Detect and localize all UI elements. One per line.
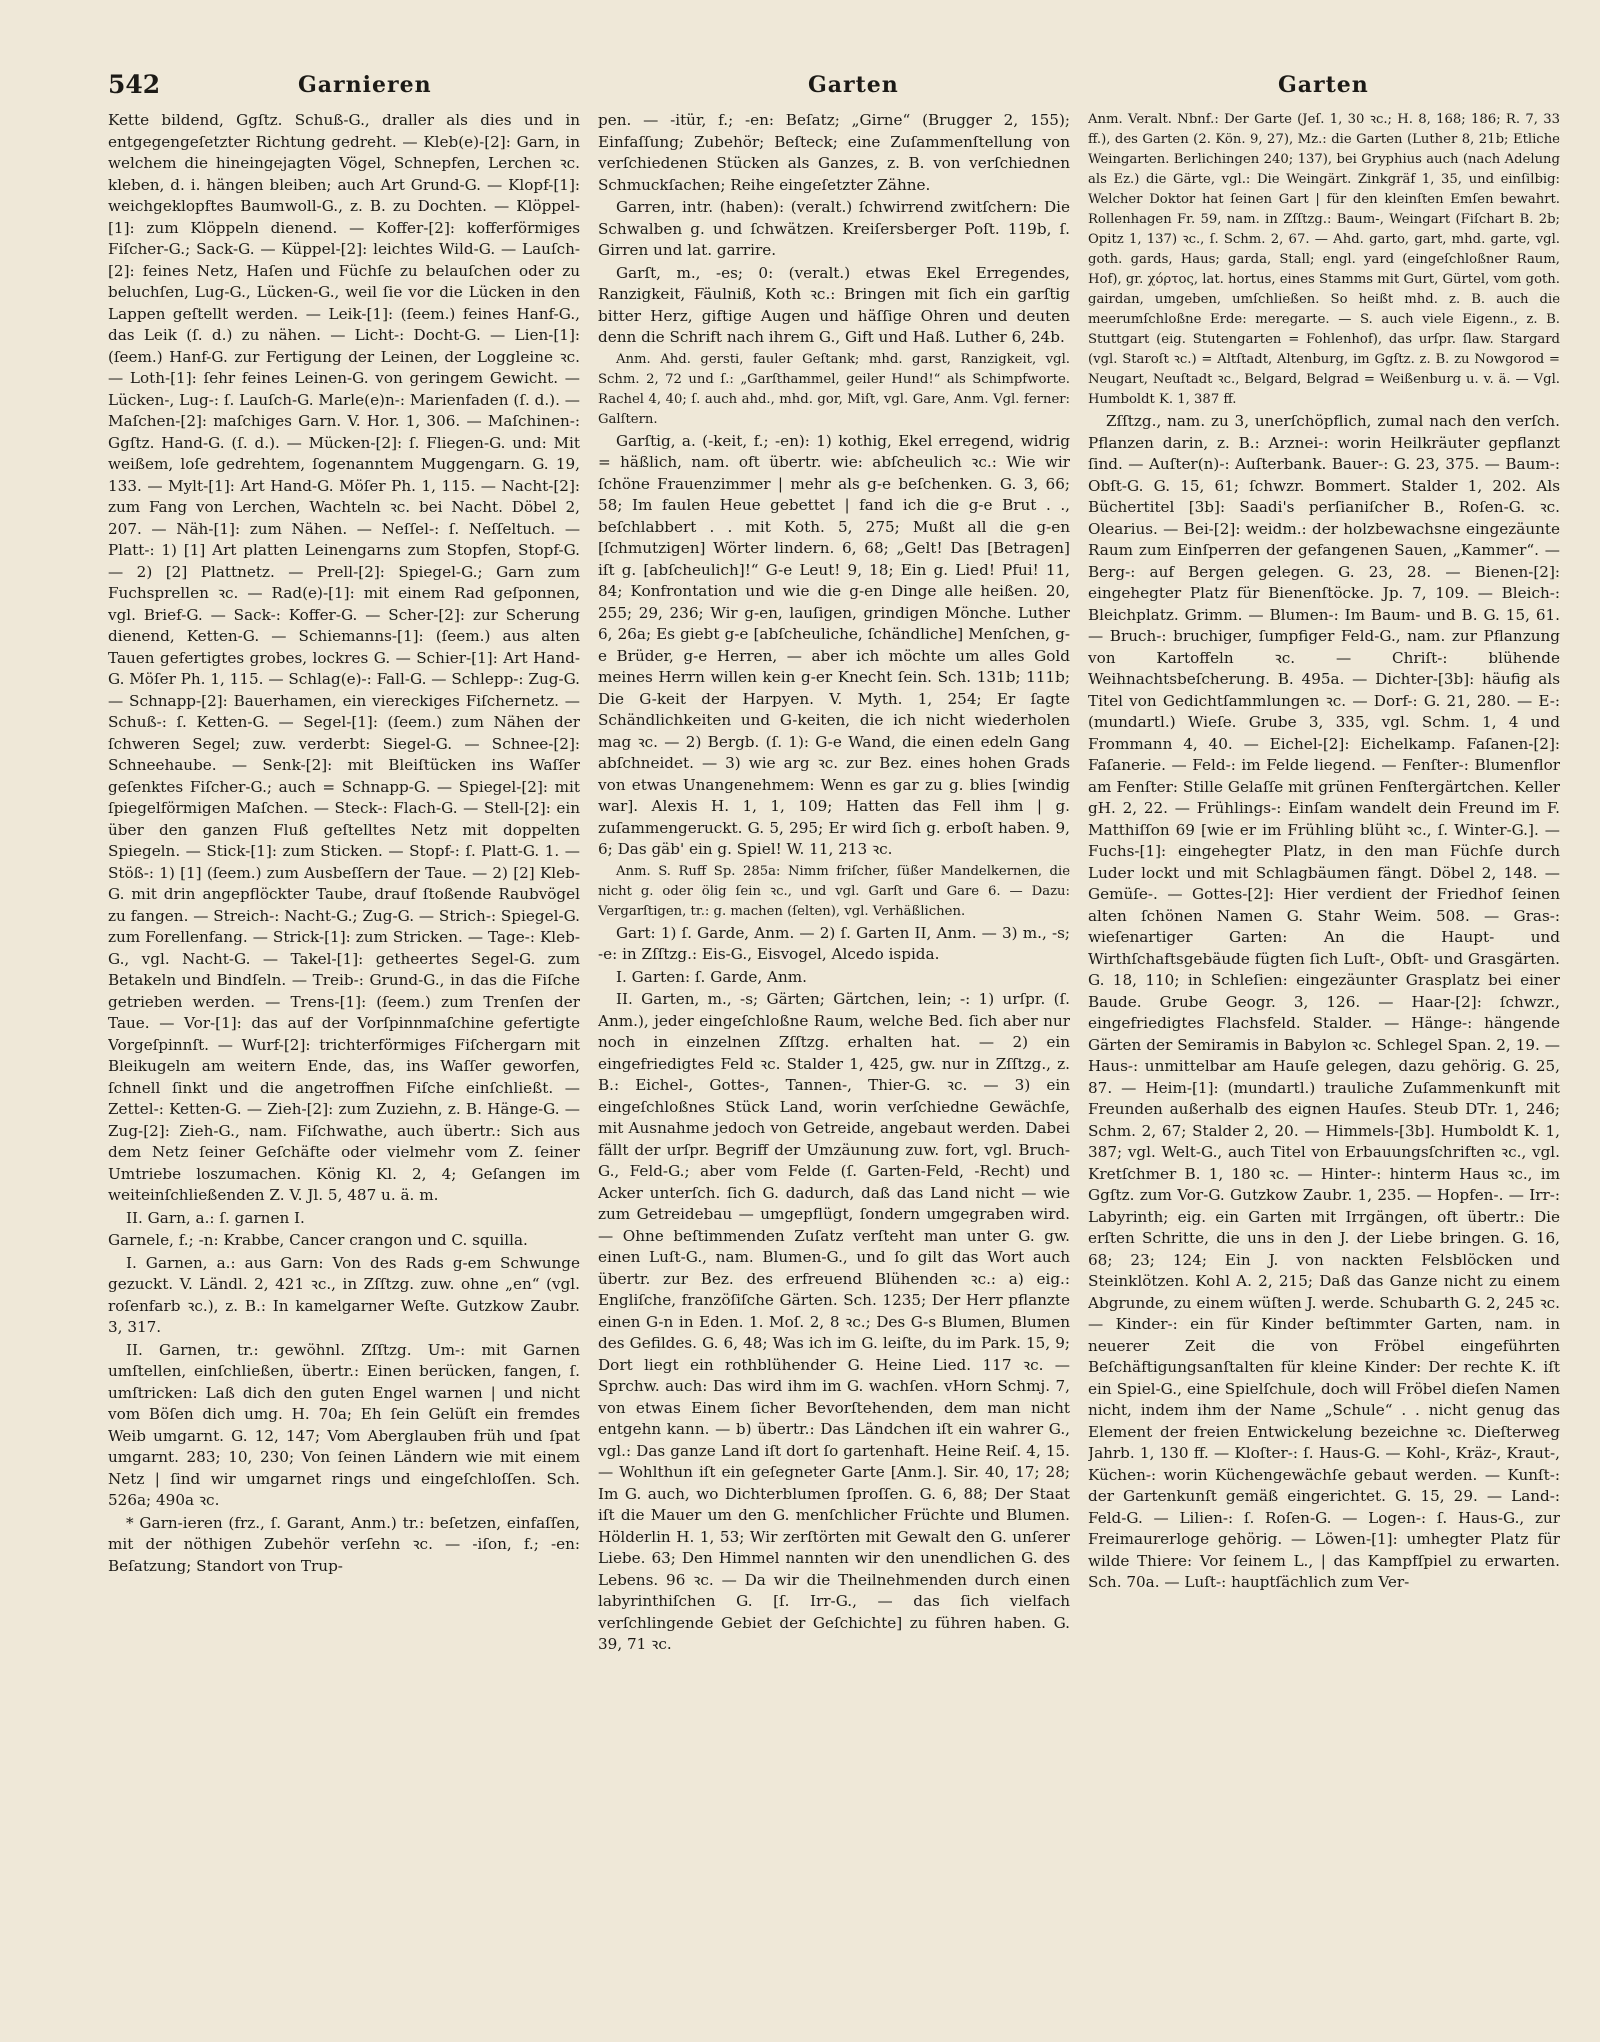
entry-paragraph: I. Garten: ſ. Garde, Anm. bbox=[616, 967, 807, 986]
text-columns bbox=[108, 110, 1560, 2022]
annotation-paragraph: Anm. Ahd. gersti, fauler Geſtank; mhd. garst, Ranzigkeit, vgl. Schm. 2, 72 und ſ.: „Garſthammel, geiler Hund!“ als Schimpfworte. Rachel 4, 40; ſ. auch ahd., mhd. gor, Miſt, vgl. Gare, Anm. Vgl. ferner: Galſtern. bbox=[598, 351, 1070, 427]
column-right bbox=[1088, 110, 1560, 2022]
entry-paragraph: Garſt, m., -es; 0: (veralt.) etwas Ekel Erregendes, Ranzigkeit, Fäulniß, Koth ꝛc.: Bringen mit ſich ein garſtig bitter Herz, giftige Augen und häſſige Ohren und deuten denn die Schrift nach ihrem G., Gift und Haß. Luther 6, 24b. bbox=[598, 263, 1070, 346]
running-head-left: Garnieren bbox=[298, 72, 432, 98]
entry-paragraph: II. Garten, m., -s; Gärten; Gärtchen, lein; -: 1) urſpr. (ſ. Anm.), jeder eingeſchloßne Raum, welche Bed. ſich aber nur noch in einzelnen Zſſtzg. erhalten hat. — 2) ein eingefriedigtes Feld ꝛc. Stalder 1, 425, gw. nur in Zſſtzg., z. B.: Eichel-, Gottes-, Tannen-, Thier-G. ꝛc. — 3) ein eingeſchloßnes Stück Land, worin verſchiedne Gewächſe, mit Ausnahme jedoch von Getreide, angebaut werden. Dabei fällt der urſpr. Begriff der Umzäunung zuw. fort, vgl. Bruch-G., Feld-G.; aber vom Felde (ſ. Garten-Feld, -Recht) und Acker unterſch. ſich G. dadurch, daß das Land nicht — wie zum Getreidebau — umgepflügt, ſondern umgegraben wird. — Ohne beſtimmenden Zuſatz verſteht man unter G. gw. einen Luſt-G., nam. Blumen-G., und ſo gilt das Wort auch übertr. zur Bez. des erfreuend Blühenden ꝛc.: a) eig.: Engliſche, franzöſiſche Gärten. Sch. 1235; Der Herr pflanzte einen G-n in Eden. 1. Moſ. 2, 8 ꝛc.; Des G-s Blumen, Blumen des Gefildes. G. 6, 48; Was ich im G. leiſte, du im Park. 15, 9; Dort liegt ein rothblühender G. Heine Lied. 117 ꝛc. — Sprchw. auch: Das wird ihm im G. wachſen. vHorn Schmj. 7, von etwas Einem ſicher Bevorſtehenden, dem man nicht entgehn kann. — b) übertr.: Das Ländchen iſt ein wahrer G., vgl.: Das ganze Land iſt dort ſo gartenhaft. Heine Reiſ. 4, 15. — Wohlthun iſt ein geſegneter Garte [Anm.]. Sir. 40, 17; 28; Im G. auch, wo Dichterblumen ſproſſen. G. 6, 88; Der Staat iſt die Mauer um den G. menſchlicher Früchte und Blumen. Hölderlin H. 1, 53; Wir zerſtörten mit Gewalt den G. unſerer Liebe. 63; Den Himmel nannten wir den unendlichen G. des Lebens. 96 ꝛc. — Da wir die Theilnehmenden durch einen labyrinthiſchen G. [ſ. Irr-G., — das ſich vielfach verſchlingende Gebiet der Geſchichte] zu führen haben. G. 39, 71 ꝛc. bbox=[598, 990, 1070, 1653]
entry-paragraph: II. Garnen, tr.: gewöhnl. Zſſtzg. Um-: mit Garnen umſtellen, einſchließen, übertr.: Einen berücken, fangen, ſ. umſtricken: Laß dich den guten Engel warnen | und nicht vom Böſen dich umg. H. 70a; Eh ſein Gelüſt ein fremdes Weib umgarnt. G. 12, 147; Vom Aberglauben früh und ſpat umgarnt. 283; 10, 230; Von ſeinen Ländern wie mit einem Netz | ſind wir umgarnet rings und eingeſchloſſen. Sch. 526a; 490a ꝛc. bbox=[108, 1340, 580, 1509]
entry-paragraph: * Garn-ieren (frz., ſ. Garant, Anm.) tr.: beſetzen, einfaſſen, mit der nöthigen Zubehör verſehn ꝛc. — -iſon, f.; -en: Beſatzung; Standort von Trup- bbox=[108, 1513, 580, 1575]
entry-paragraph: Gart: 1) ſ. Garde, Anm. — 2) ſ. Garten II, Anm. — 3) m., -s; -e: in Zſſtzg.: Eis-G., Eisvogel, Alcedo ispida. bbox=[598, 923, 1070, 963]
running-head-center: Garten bbox=[808, 72, 899, 98]
entry-paragraph: I. Garnen, a.: aus Garn: Von des Rads g-em Schwunge gezuckt. V. Ländl. 2, 421 ꝛc., in Zſſtzg. zuw. ohne „en“ (vgl. roſenfarb ꝛc.), z. B.: In kamelgarner Weſte. Gutzkow Zaubr. 3, 317. bbox=[108, 1253, 580, 1336]
page-header bbox=[108, 70, 1560, 110]
page-number: 542 bbox=[108, 70, 161, 99]
annotation-paragraph: Anm. Veralt. Nbnf.: Der Garte (Jeſ. 1, 30 ꝛc.; H. 8, 168; 186; R. 7, 33 ff.), des Garten (2. Kön. 9, 27), Mz.: die Garten (Luther 8, 21b; Etliche Weingarten. Berlichingen 240; 137), bei Gryphius auch (nach Adelung als Ez.) die Gärte, vgl.: Die Weingärt. Zinkgräf 1, 35, und einſilbig: Welcher Doktor hat ſeinen Gart | für den kleinſten Emſen bewahrt. Rollenhagen Fr. 59, nam. in Zſſtzg.: Baum-, Weingart (Fiſchart B. 2b; Opitz 1, 137) ꝛc., ſ. Schm. 2, 67. — Ahd. garto, gart, mhd. garte, vgl. goth. gards, Haus; garda, Stall; engl. yard (eingeſchloßner Raum, Hof), gr. χόρτος, lat. hortus, eines Stamms mit Gurt, Gürtel, vom goth. gairdan, umgeben, umſchließen. So heißt mhd. z. B. auch die meerumſchloßne Erde: meregarte. — S. auch viele Eigenn., z. B. Stuttgart (eig. Stutengarten = Fohlenhof), das urſpr. ſlaw. Stargard (vgl. Staroſt ꝛc.) = Altſtadt, Altenburg, im Ggſtz. z. B. zu Nowgorod = Neugart, Neuſtadt ꝛc., Belgard, Belgrad = Weißenburg u. v. ä. — Vgl. Humboldt K. 1, 387 ff. bbox=[1088, 112, 1560, 407]
entry-paragraph: Kette bildend, Ggſtz. Schuß-G., draller als dies und in entgegengeſetzter Richtung gedreht. — Kleb(e)-[2]: Garn, in welchem die hineingejagten Vögel, Schnepfen, Lerchen ꝛc. kleben, d. i. hängen bleiben; auch Art Grund-G. — Klopf-[1]: weichgeklopftes Baumwoll-G., z. B. zu Dochten. — Klöppel-[1]: zum Klöppeln dienend. — Koffer-[2]: kofferförmiges Fiſcher-G.; Sack-G. — Küppel-[2]: leichtes Wild-G. — Lauſch-[2]: feines Netz, Haſen und Füchſe zu belauſchen oder zu beluchſen, Lug-G., Lücken-G., weil ſie vor die Lücken in den Lappen geſtellt werden. — Leik-[1]: (ſeem.) feines Hanf-G., das Leik (ſ. d.) zu nähen. — Licht-: Docht-G. — Lien-[1]: (ſeem.) Hanf-G. zur Fertigung der Leinen, der Loggleine ꝛc. — Loth-[1]: ſehr feines Leinen-G. von geringem Gewicht. — Lücken-, Lug-: ſ. Lauſch-G. Marle(e)n-: Marienfaden (ſ. d.). — Maſchen-[2]: maſchiges Garn. V. Hor. 1, 306. — Maſchinen-: Ggſtz. Hand-G. (ſ. d.). — Mücken-[2]: ſ. Fliegen-G. und: Mit weißem, loſe gedrehtem, ſogenanntem Muggengarn. G. 19, 133. — Mylt-[1]: Art Hand-G. Möſer Ph. 1, 115. — Nacht-[2]: zum Fang von Lerchen, Wachteln ꝛc. bei Nacht. Döbel 2, 207. — Näh-[1]: zum Nähen. — Neſſel-: ſ. Neſſeltuch. — Platt-: 1) [1] Art platten Leinengarns zum Stopfen, Stopf-G. — 2) [2] Plattnetz. — Prell-[2]: Spiegel-G.; Garn zum Fuchsprellen ꝛc. — Rad(e)-[1]: mit einem Rad geſponnen, vgl. Brief-G. — Sack-: Koffer-G. — Scher-[2]: zur Scherung dienend, Ketten-G. — Schiemanns-[1]: (ſeem.) aus alten Tauen gefertigtes grobes, lockres G. — Schier-[1]: Art Hand-G. Möſer Ph. 1, 115. — Schlag(e)-: Fall-G. — Schlepp-: Zug-G. — Schnapp-[2]: Bauerhamen, ein viereckiges Fiſchernetz. — Schuß-: ſ. Ketten-G. — Segel-[1]: (ſeem.) zum Nähen der ſchweren Segel; zuw. verderbt: Siegel-G. — Schnee-[2]: Schneehaube. — Senk-[2]: mit Bleiſtücken ins Waſſer geſenktes Fiſcher-G.; auch = Schnapp-G. — Spiegel-[2]: mit ſpiegelförmigen Maſchen. — Steck-: Flach-G. — Stell-[2]: ein über den ganzen Fluß geſtelltes Netz mit doppelten Spiegeln. — Stick-[1]: zum Sticken. — Stopf-: ſ. Platt-G. 1. — Stöß-: 1) [1] (ſeem.) zum Ausbeſſern der Taue. — 2) [2] Kleb-G. mit drin angepflöckter Taube, drauf ſtoßende Raubvögel zu fangen. — Streich-: Nacht-G.; Zug-G. — Strich-: Spiegel-G. zum Forellenfang. — Strick-[1]: zum Stricken. — Tage-: Kleb-G., vgl. Nacht-G. — Takel-[1]: getheertes Segel-G. zum Betakeln und Bindſeln. — Treib-: Grund-G., in das die Fiſche getrieben werden. — Trens-[1]: (ſeem.) zum Trenſen der Taue. — Vor-[1]: das auf der Vorſpinnmaſchine gefertigte Vorgeſpinnſt. — Wurf-[2]: trichterförmiges Fiſchergarn mit Bleikugeln am weitern Ende, das, ins Waſſer geworfen, ſchnell ſinkt und die angetroffnen Fiſche einſchließt. — Zettel-: Ketten-G. — Zieh-[2]: zum Zuziehn, z. B. Hänge-G. — Zug-[2]: Zieh-G., nam. Fiſchwathe, auch übertr.: Sich aus dem Netz ſeiner Geſchäfte oder vielmehr vom Z. ſeiner Umtriebe loszumachen. König Kl. 2, 4; Geſangen im weiteinſchließenden Z. V. Jl. 5, 487 u. ä. m. bbox=[108, 111, 580, 1204]
annotation-paragraph: Anm. S. Ruff Sp. 285a: Nimm friſcher, ſüßer Mandelkernen, die nicht g. oder ölig ſein ꝛc., und vgl. Garſt und Gare 6. — Dazu: Vergarſtigen, tr.: g. machen (ſelten), vgl. Verhäßlichen. bbox=[598, 863, 1070, 919]
column-left bbox=[108, 110, 580, 2022]
column-center bbox=[598, 110, 1070, 2022]
entry-paragraph: II. Garn, a.: ſ. garnen I. bbox=[126, 1208, 305, 1227]
running-head-right: Garten bbox=[1278, 72, 1369, 98]
entry-paragraph: Garſtig, a. (-keit, f.; -en): 1) kothig, Ekel erregend, widrig = häßlich, nam. oft übertr. wie: abſcheulich ꝛc.: Wie wir ſchöne Frauenzimmer | mehr als g-e beſchenken. G. 3, 66; 58; Im faulen Heue gebettet | fand ich die g-e Brut . ., beſchlabbert . . mit Koth. 5, 275; Mußt all die g-en [ſchmutzigen] Wörter lindern. 6, 68; „Gelt! Das [Betragen] iſt g. [abſcheulich]!“ G-e Leut! 9, 18; Ein g. Lied! Pfui! 11, 84; Konfrontation und wie die g-en Dinge alle heißen. 20, 255; 29, 236; Wir g-en, lauſigen, grindigen Mönche. Luther 6, 26a; Es giebt g-e [abſcheuliche, ſchändliche] Menſchen, g-e Brüder, g-e Herren, — aber ich möchte um alles Gold meines Herrn willen kein g-er Knecht ſein. Sch. 131b; 111b; Die G-keit der Harpyen. V. Myth. 1, 254; Er ſagte Schändlichkeiten und G-keiten, die ich nicht wiederholen mag ꝛc. — 2) Bergb. (ſ. 1): G-e Wand, die einen edeln Gang abſchneidet. — 3) wie arg ꝛc. zur Bez. eines hohen Grads von etwas Unangenehmem: Wenn es gar zu g. blies [windig war]. Alexis H. 1, 1, 109; Hatten das Fell ihm | g. zuſammengeruckt. G. 5, 295; Er wird ſich g. erboſt haben. 9, 6; Das gäb' ein g. Spiel! W. 11, 213 ꝛc. bbox=[598, 431, 1070, 858]
entry-paragraph: Garnele, f.; -n: Krabbe, Cancer crangon und C. squilla. bbox=[108, 1231, 528, 1249]
entry-paragraph: Garren, intr. (haben): (veralt.) ſchwirrend zwitſchern: Die Schwalben g. und ſchwätzen. Kreiſersberger Poſt. 119b, ſ. Girren und lat. garrire. bbox=[598, 198, 1070, 259]
entry-paragraph: Zſſtzg., nam. zu 3, unerſchöpflich, zumal nach den verſch. Pflanzen darin, z. B.: Arznei-: worin Heilkräuter gepflanzt ſind. — Auſter(n)-: Auſterbank. Bauer-: G. 23, 375. — Baum-: Obſt-G. G. 15, 61; ſchwzr. Bommert. Stalder 1, 202. Als Büchertitel [3b]: Saadi's perſianiſcher B., Roſen-G. ꝛc. Olearius. — Bei-[2]: weidm.: der holzbewachsne eingezäunte Raum zum Einſperren der gefangenen Sauen, „Kammer“. — Berg-: auf Bergen gelegen. G. 23, 28. — Bienen-[2]: eingehegter Platz für Bienenſtöcke. Jp. 7, 109. — Bleich-: Bleichplatz. Grimm. — Blumen-: Im Baum- und B. G. 15, 61. — Bruch-: bruchiger, ſumpfiger Feld-G., nam. zur Pflanzung von Kartoffeln ꝛc. — Chriſt-: blühende Weihnachtsbeſcherung. B. 495a. — Dichter-[3b]: häufig als Titel von Gedichtſammlungen ꝛc. — Dorf-: G. 21, 280. — E-: (mundartl.) Wieſe. Grube 3, 335, vgl. Schm. 1, 4 und Frommann 4, 40. — Eichel-[2]: Eichelkamp. Faſanen-[2]: Faſanerie. — Feld-: im Felde liegend. — Fenſter-: Blumenflor am Fenſter: Stille Gelaſſe mit grünen Fenſtergärtchen. Keller gH. 2, 22. — Frühlings-: Einſam wandelt dein Freund im F. Matthiſſon 69 [wie er im Frühling blüht ꝛc., ſ. Winter-G.]. — Fuchs-[1]: eingehegter Platz, in den man Füchſe durch Luder lockt und mit Schlagbäumen fängt. Döbel 2, 148. — Gemüſe-. — Gottes-[2]: Hier verdient der Friedhof ſeinen alten ſchönen Namen G. Stahr Weim. 508. — Gras-: wieſenartiger Garten: An die Haupt- und Wirthſchaftsgebäude fügten ſich Luſt-, Obſt- und Grasgärten. G. 18, 110; in Schleſien: eingezäunter Grasplatz bei einer Baude. Grube Geogr. 3, 126. — Haar-[2]: ſchwzr., eingefriedigtes Flachsfeld. Stalder. — Hänge-: hängende Gärten der Semiramis in Babylon ꝛc. Schlegel Span. 2, 19. — Haus-: unmittelbar am Hauſe gelegen, dazu gehörig. G. 25, 87. — Heim-[1]: (mundartl.) trauliche Zuſammenkunft mit Freunden außerhalb des eignen Hauſes. Steub DTr. 1, 246; Schm. 2, 67; Stalder 2, 20. — Himmels-[3b]. Humboldt K. 1, 387; vgl. Welt-G., auch Titel von Erbauungsſchriften ꝛc., vgl. Kretſchmer B. 1, 180 ꝛc. — Hinter-: hinterm Haus ꝛc., im Ggſtz. zum Vor-G. Gutzkow Zaubr. 1, 235. — Hopfen-. — Irr-: Labyrinth; eig. ein Garten mit Irrgängen, oft übertr.: Die erſten Schritte, die uns in den J. der Liebe bringen. G. 16, 68; 23; 124; Ein J. von nackten Felsblöcken und Steinklötzen. Kohl A. 2, 215; Daß das Ganze nicht zu einem Abgrunde, zu einem wüſten J. werde. Schubarth G. 2, 245 ꝛc. — Kinder-: ein für Kinder beſtimmter Garten, nam. in neuerer Zeit die von Fröbel eingeführten Beſchäftigungsanſtalten für kleine Kinder: Der rechte K. iſt ein Spiel-G., eine Spielſchule, doch will Fröbel dieſen Namen nicht, indem ihm der Name „Schule“ . . nicht genug das Element der freien Entwickelung bezeichne ꝛc. Dieſterweg Jahrb. 1, 130 ff. — Kloſter-: ſ. Haus-G. — Kohl-, Kräz-, Kraut-, Küchen-: worin Küchengewächſe gebaut werden. — Kunſt-: der Gartenkunſt gemäß eingerichtet. G. 15, 29. — Land-: Feld-G. — Lilien-: ſ. Roſen-G. — Logen-: ſ. Haus-G., zur Freimaurerloge gehörig. — Löwen-[1]: umhegter Platz für wilde Thiere: Vor ſeinem L., | das Kampfſpiel zu erwarten. Sch. 70a. — Luſt-: hauptſächlich zum Ver- bbox=[1088, 412, 1560, 1591]
entry-paragraph: pen. — -itür, f.; -en: Beſatz; „Girne“ (Brugger 2, 155); Einfaſſung; Zubehör; Beſteck; eine Zuſammenſtellung von verſchiedenen Stücken als Ganzes, z. B. von verſchiednen Schmuckſachen; Reihe eingeſetzter Zähne. bbox=[598, 111, 1070, 194]
